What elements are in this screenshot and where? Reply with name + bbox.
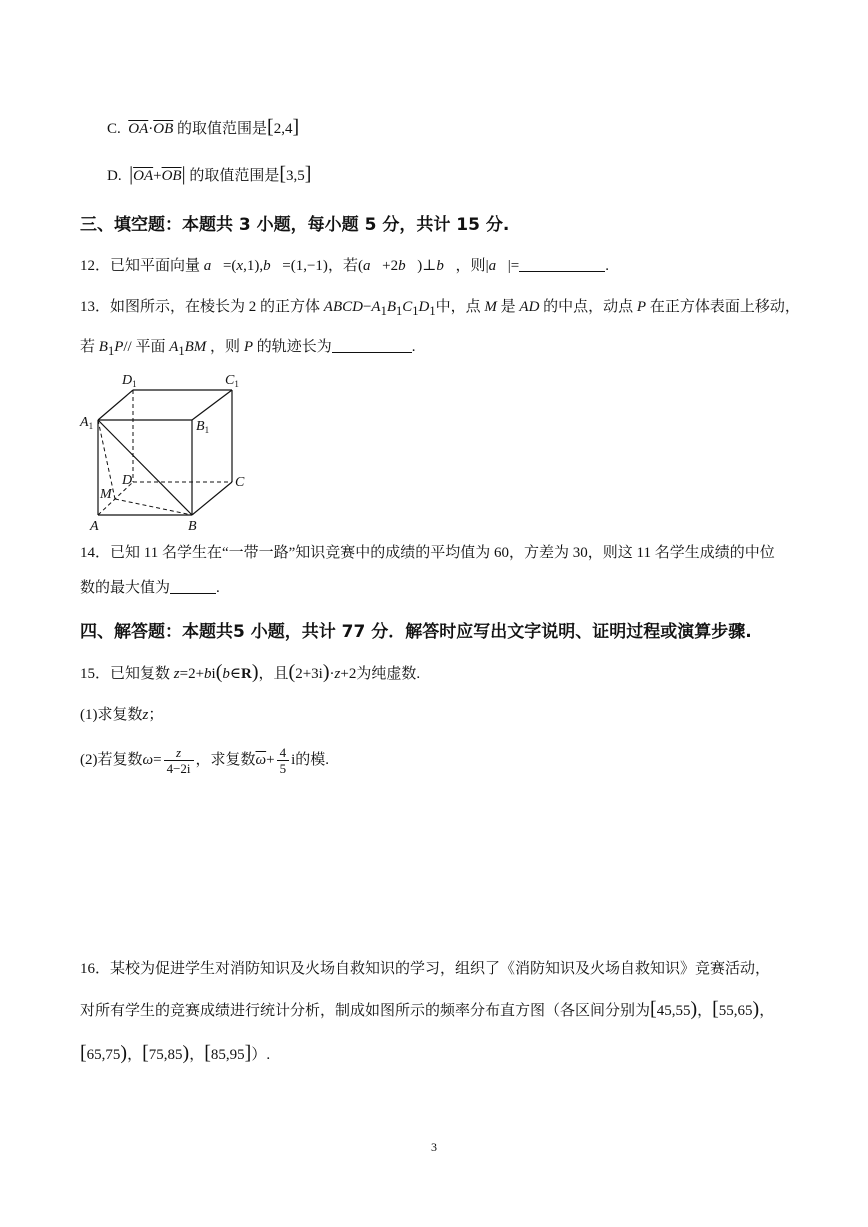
question-14-line2 [80,577,220,599]
segment-mb-hidden [115,499,192,515]
segment-a1b [98,420,192,515]
option-c-label: C. [107,121,121,137]
question-16-text: 对所有学生的竞赛成绩进行统计分析，制成如图所示的频率分布直方图（各区间分别为 [80,1003,651,1019]
question-14-line1 [80,542,775,564]
question-13-text: ，则 [210,339,241,355]
edge-a1d1 [98,390,133,420]
option-d-range: 3,5 [286,168,305,184]
question-15-text: ，且 [258,666,289,682]
question-13-text: // 平面 [123,339,166,355]
option-d-text: 的取值范围是 [189,168,280,184]
question-15-part-2: (2)若复数ω= $\frac{z}{4-2i}$ ，求复数$\overline{\omega}+$ $\frac{4}{5}$ i的模. [80,745,330,777]
cube-figure [70,368,260,536]
interval-2: 55,65 [718,1003,753,1019]
question-13-text: 的轨迹长为 [256,339,332,355]
option-d-label: D. [107,168,122,184]
edge-bc [192,482,232,515]
question-14-text: . [216,580,220,596]
vector-oa: $\overline{OA}$ [128,121,149,137]
question-14-text: 已知 11 名学生在“一带一路”知识竞赛中的成绩的平均值为 60，方差为 30，则这 11 名学生成绩的中位 [110,545,775,561]
question-16-text: ）. [251,1047,271,1063]
question-15-part-1-text: ； [148,707,164,723]
label-b1: $B_1$ [196,419,210,435]
vector-ob: $\overline{OB}$ [153,121,174,137]
interval-5: 85,95 [210,1047,245,1063]
label-m: M [100,487,112,502]
option-c: C. $\overline{OA}\cdot\overline{OB}$ 的取值范围是[2,4] [107,116,300,138]
question-13-text: 在正方体表面上移动， [649,299,800,315]
question-12-text: 已知平面向量 [110,258,201,274]
question-14-number: 14． [80,545,111,561]
fraction-4-over-5: $\frac{4}{5}$ [277,745,290,776]
vector-oa: $\overline{OA}$ [133,168,154,184]
question-15-part-2-text: 的模. [295,752,330,768]
interval-4: 75,85 [148,1047,183,1063]
question-16-text: 某校为促进学生对消防知识及火场自救知识的学习，组织了《消防知识及火场自救知识》竞赛活动， [110,961,771,977]
question-15-number: 15． [80,666,111,682]
question-12: 12．已知平面向量 a⃗=(x,1),b⃗=(1,−1)，若(a⃗+2b⃗)⊥b⃗，则|a⃗|= . [80,258,609,274]
question-12-text: ，则 [455,258,486,274]
question-13-text: 的中点，动点 [543,299,634,315]
option-c-range: 2,4 [273,121,293,137]
question-16-line1 [80,958,770,980]
question-16-line3: [65,75)，[75,85)，[85,95]）. [80,1042,271,1064]
question-16-number: 16． [80,961,111,977]
page-number: 3 [431,1140,437,1154]
question-15-part-1-text: (1)求复数 [80,707,143,723]
question-14-text: 数的最大值为 [80,580,171,596]
label-c1: $C_1$ [225,373,239,389]
question-15-text: 已知复数 [110,666,171,682]
question-13-line2: 若 $B_1P//$ 平面 $A_1BM$ ，则 P 的轨迹长为 . [80,339,416,358]
question-15: 15．已知复数 z=2+bi(b∈R)，且(2+3i)·z+2为纯虚数. [80,661,421,683]
label-c: C [235,475,245,490]
section-4-heading: 四、解答题：本题共5 小题，共计 77 分．解答时应写出文字说明、证明过程或演算步骤. [80,622,752,642]
question-15-part-1: (1)求复数z； [80,707,164,723]
question-15-part-2-text: ，求复数 [195,752,256,768]
section-3-heading: 三、填空题：本题共 3 小题，每小题 5 分，共计 15 分. [80,215,510,235]
label-a1: $A_1$ [80,415,94,431]
answer-blank[interactable] [332,338,412,353]
interval-1: 45,55 [656,1003,691,1019]
option-d: D. $|\overline{OA}+\overline{OB}|$ 的取值范围是[3,5] [107,163,312,185]
fraction-z-over-4-2i: $\frac{z}{4-2i}$ [164,745,194,776]
label-a: A [90,519,99,534]
question-12-number: 12． [80,258,111,274]
vector-ob: $\overline{OB}$ [161,168,182,184]
answer-blank[interactable] [519,257,605,272]
answer-blank[interactable] [170,579,216,594]
label-d1: $D_1$ [122,373,137,389]
label-b: B [188,519,197,534]
question-16-line2: 对所有学生的竞赛成绩进行统计分析，制成如图所示的频率分布直方图（各区间分别为[45,55)，[55,65)， [80,998,775,1020]
question-13-text: . [411,339,416,355]
interval-3: 65,75 [86,1047,121,1063]
question-13-text: 若 [80,339,96,355]
question-12-text: ，若 [327,258,358,274]
edge-b1c1 [192,390,232,420]
question-15-part-2-text: (2)若复数 [80,752,143,768]
question-12-text: . [605,258,609,274]
option-c-text: 的取值范围是 [177,121,268,137]
question-13-line1: 13．如图所示，在棱长为 2 的正方体 $ABCD-A_1B_1C_1D_1$中，点 M 是 AD 的中点，动点 P 在正方体表面上移动， [80,299,800,318]
question-13-number: 13． [80,299,111,315]
question-15-text: 为纯虚数. [356,666,421,682]
question-13-text: 如图所示，在棱长为 2 的正方体 [110,299,321,315]
question-13-text: 中，点 [435,299,481,315]
label-d: D [122,473,133,488]
question-13-text: 是 [500,299,516,315]
